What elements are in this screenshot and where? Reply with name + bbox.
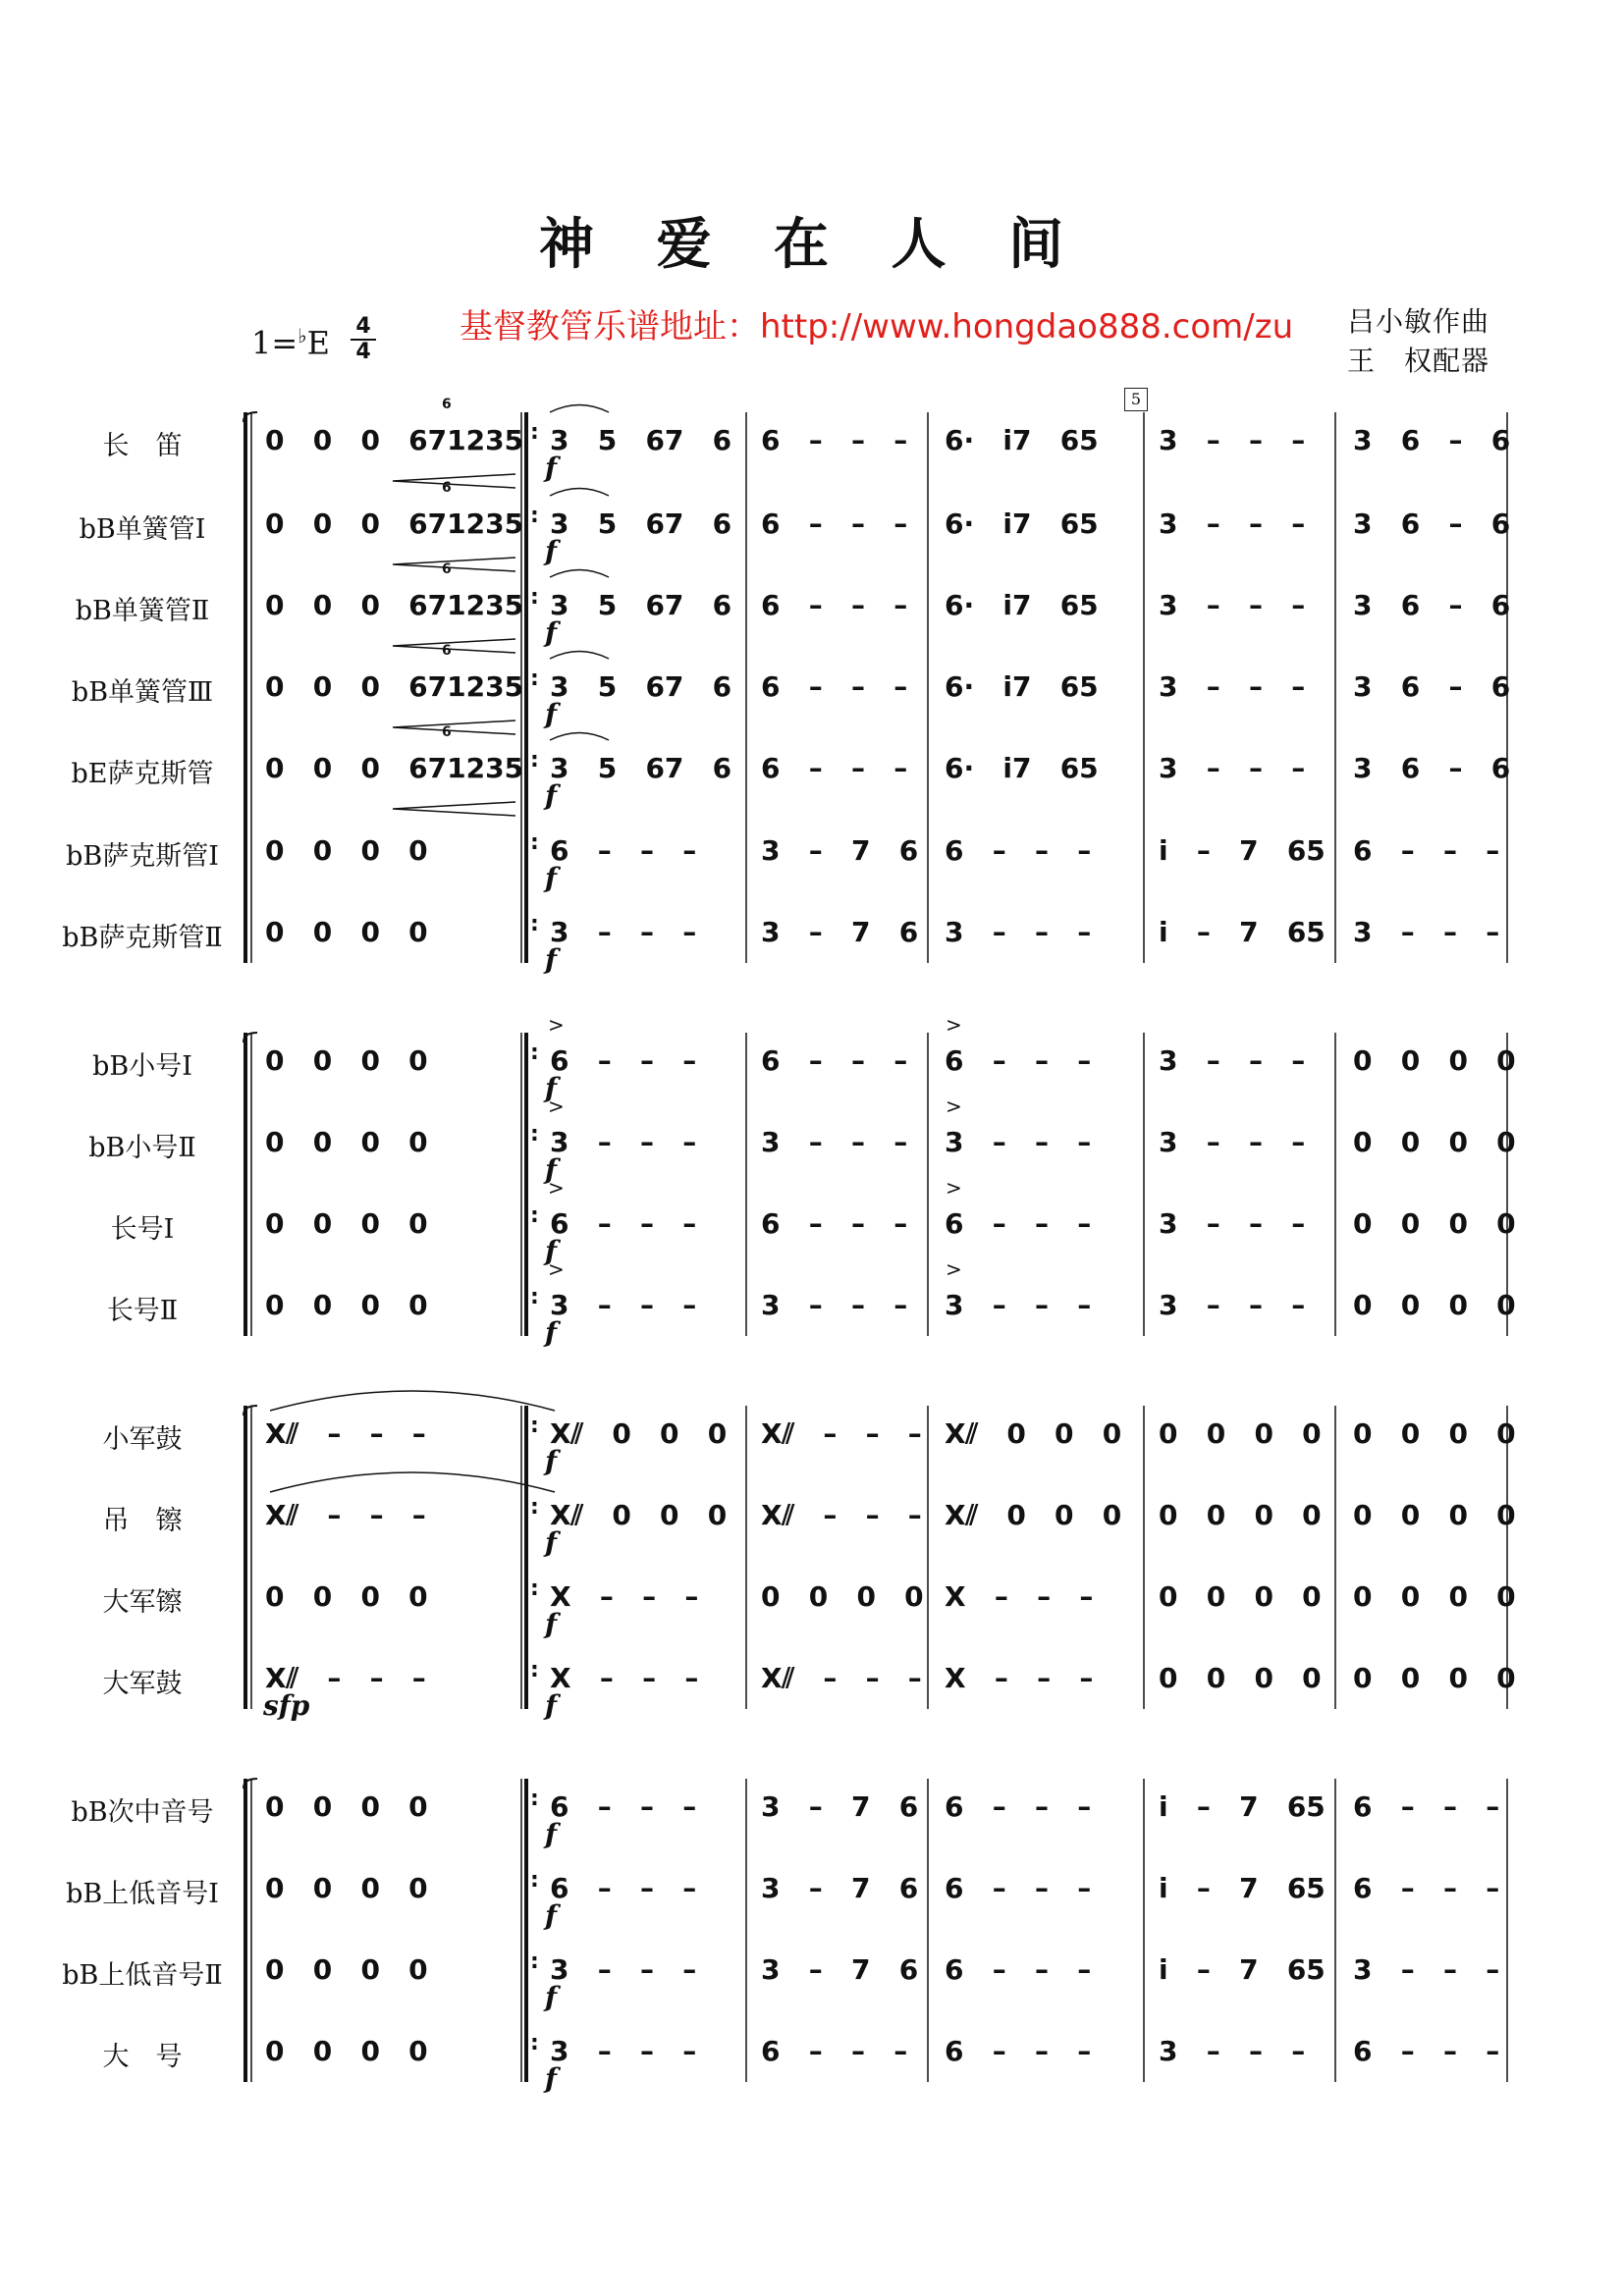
crescendo-hairpin — [393, 474, 515, 488]
measure-notes: 6 – – – — [550, 1044, 697, 1077]
instrument-label: 大 号 — [102, 2042, 183, 2072]
measure-notes: i – 7 65 — [1159, 1953, 1326, 1986]
crescendo-hairpin — [393, 802, 515, 816]
measure-notes: 3 – – – — [945, 1289, 1092, 1321]
measure-notes: 6· i7 65 — [945, 424, 1099, 456]
instrument-label: bB单簧管Ⅲ — [71, 677, 214, 708]
measure-notes: 3 6 – 6 — [1353, 424, 1511, 456]
forte-marking: f — [545, 1981, 558, 2013]
repeat-dots: : — [530, 1041, 539, 1065]
instrument-label: 大军鼓 — [102, 1669, 183, 1699]
accent-mark: > — [548, 1095, 565, 1118]
accent-mark: > — [548, 1013, 565, 1037]
forte-marking: f — [545, 1689, 558, 1722]
measure-notes: 0 0 0 0 — [1159, 1417, 1322, 1450]
measure-notes: 0 0 0 0 — [1353, 1289, 1516, 1321]
measure-notes: 3 – – – — [1159, 1044, 1306, 1077]
instrument-label: bB上低音号Ⅰ — [66, 1879, 219, 1909]
repeat-dots: : — [530, 504, 539, 528]
repeat-dots: : — [530, 830, 539, 855]
measure-notes: 0 0 0 0 — [265, 916, 428, 948]
key-note: E — [306, 324, 330, 362]
repeat-dots: : — [530, 1122, 539, 1147]
measure-notes: 6 – – – — [550, 1872, 697, 1904]
measure-notes: 6 – – – — [945, 834, 1092, 867]
slur — [550, 489, 609, 497]
instrument-label: bB单簧管Ⅰ — [79, 514, 206, 545]
instrument-label: 吊 镲 — [102, 1506, 183, 1536]
forte-marking: f — [545, 698, 558, 730]
measure-notes: 0 0 0 671235 — [265, 424, 524, 456]
crescendo-hairpin — [393, 721, 515, 734]
repeat-dots: : — [530, 1576, 539, 1601]
measure-notes: 3 – – – — [550, 1126, 697, 1158]
forte-marking: f — [545, 779, 558, 812]
measure-notes: 3 – 7 6 — [761, 834, 919, 867]
instrument-label: bB小号Ⅰ — [92, 1051, 192, 1082]
forte-marking: f — [545, 2062, 558, 2095]
measure-notes: 3 – – – — [1353, 916, 1500, 948]
measure-notes: X – – – — [945, 1580, 1094, 1613]
measure-notes: 3 – – – — [1159, 670, 1306, 703]
measure-notes: 6· i7 65 — [945, 507, 1099, 540]
measure-notes: 6 – – – — [761, 1207, 908, 1240]
measure-notes: 0 0 0 0 — [1353, 1499, 1516, 1531]
tuplet-number: 6 — [442, 480, 452, 496]
measure-notes: 0 0 0 0 — [1353, 1044, 1516, 1077]
accent-mark: > — [548, 1257, 565, 1281]
measure-notes: i – 7 65 — [1159, 1790, 1326, 1823]
forte-marking: f — [545, 1153, 558, 1186]
measure-notes: X – – – — [945, 1662, 1094, 1694]
measure-notes: 0 0 0 0 — [761, 1580, 924, 1613]
page-title: 神 爱 在 人 间 — [539, 212, 1085, 277]
measure-notes: 3 5 67 6 — [550, 507, 732, 540]
forte-marking: f — [545, 1316, 558, 1349]
forte-marking: f — [545, 943, 558, 976]
tuplet-number: 6 — [442, 724, 452, 740]
measure-notes: X⫽ – – – — [761, 1499, 922, 1531]
measure-notes: 0 0 0 0 — [265, 834, 428, 867]
measure-notes: 6 – – – — [761, 670, 908, 703]
measure-notes: 3 – – – — [945, 916, 1092, 948]
measure-notes: 6 – – – — [1353, 834, 1500, 867]
accent-mark: > — [946, 1095, 962, 1118]
forte-marking: f — [545, 1072, 558, 1104]
measure-notes: X⫽ – – – — [265, 1417, 426, 1450]
repeat-dots: : — [530, 2031, 539, 2056]
measure-notes: 3 – – – — [761, 1126, 908, 1158]
measure-notes: 3 – – – — [550, 916, 697, 948]
measure-notes: 3 – – – — [1159, 2035, 1306, 2067]
measure-notes: 0 0 0 0 — [265, 1790, 428, 1823]
measure-notes: X⫽ 0 0 0 — [550, 1417, 728, 1450]
tie — [270, 1472, 555, 1492]
measure-notes: 0 0 0 671235 — [265, 670, 524, 703]
measure-notes: X – – – — [550, 1662, 699, 1694]
crescendo-hairpin — [393, 639, 515, 653]
measure-notes: 6 – – – — [550, 834, 697, 867]
time-signature-top: 4 — [355, 314, 371, 339]
instrument-label: 小军鼓 — [102, 1424, 183, 1455]
measure-notes: X⫽ 0 0 0 — [945, 1417, 1122, 1450]
measure-notes: 6 – – – — [1353, 1872, 1500, 1904]
measure-notes: X⫽ 0 0 0 — [550, 1499, 728, 1531]
forte-marking: f — [545, 1526, 558, 1559]
flat-icon: ♭ — [298, 324, 307, 347]
repeat-dots: : — [530, 585, 539, 610]
measure-notes: 3 5 67 6 — [550, 670, 732, 703]
sfp-marking: sfp — [263, 1689, 310, 1722]
measure-notes: 0 0 0 671235 — [265, 507, 524, 540]
measure-notes: 0 0 0 0 — [1353, 1662, 1516, 1694]
measure-notes: X⫽ – – – — [761, 1662, 922, 1694]
repeat-dots: : — [530, 1658, 539, 1682]
measure-notes: 3 – – – — [1353, 1953, 1500, 1986]
measure-notes: 3 – 7 6 — [761, 1790, 919, 1823]
measure-notes: 3 – 7 6 — [761, 1953, 919, 1986]
measure-notes: 6 – – – — [945, 1207, 1092, 1240]
measure-notes: 6 – – – — [550, 1207, 697, 1240]
crescendo-hairpin — [393, 558, 515, 571]
key-prefix: 1= — [251, 324, 298, 362]
instrument-label: bB上低音号Ⅱ — [62, 1960, 223, 1991]
measure-notes: 3 – – – — [945, 1126, 1092, 1158]
measure-notes: 6 – – – — [945, 1872, 1092, 1904]
measure-notes: 0 0 0 0 — [1159, 1662, 1322, 1694]
forte-marking: f — [545, 1608, 558, 1640]
measure-notes: 0 0 0 0 — [265, 1580, 428, 1613]
measure-notes: 0 0 0 0 — [1159, 1580, 1322, 1613]
measure-notes: 3 6 – 6 — [1353, 589, 1511, 621]
measure-notes: X⫽ – – – — [265, 1662, 426, 1694]
measure-notes: 0 0 0 0 — [1353, 1126, 1516, 1158]
measure-notes: 0 0 0 0 — [265, 1126, 428, 1158]
time-signature-bottom: 4 — [355, 340, 371, 364]
rehearsal-mark: 5 — [1124, 388, 1148, 411]
accent-mark: > — [946, 1176, 962, 1200]
measure-notes: 6 – – – — [761, 424, 908, 456]
repeat-dots: : — [530, 1203, 539, 1228]
forte-marking: f — [545, 1818, 558, 1850]
instrument-label: bE萨克斯管 — [71, 759, 214, 789]
instrument-label: bB萨克斯管Ⅱ — [62, 923, 223, 953]
measure-notes: 0 0 0 0 — [265, 1953, 428, 1986]
measure-notes: 0 0 0 0 — [265, 1044, 428, 1077]
measure-notes: 0 0 0 0 — [1353, 1207, 1516, 1240]
repeat-dots: : — [530, 420, 539, 445]
measure-notes: 6 – – – — [761, 507, 908, 540]
measure-notes: 3 5 67 6 — [550, 589, 732, 621]
measure-notes: 0 0 0 0 — [1353, 1417, 1516, 1450]
repeat-dots: : — [530, 1868, 539, 1893]
repeat-dots: : — [530, 1949, 539, 1974]
measure-notes: 3 6 – 6 — [1353, 670, 1511, 703]
forte-marking: f — [545, 616, 558, 649]
measure-notes: 0 0 0 0 — [265, 1289, 428, 1321]
instrument-label: bB萨克斯管Ⅰ — [66, 841, 219, 872]
repeat-dots: : — [530, 1285, 539, 1309]
measure-notes: X⫽ – – – — [265, 1499, 426, 1531]
forte-marking: f — [545, 1235, 558, 1267]
measure-notes: i – 7 65 — [1159, 1872, 1326, 1904]
instrument-label: 长号Ⅱ — [106, 1296, 179, 1326]
instrument-label: 大军镲 — [102, 1587, 183, 1618]
measure-notes: 3 – – – — [1159, 1126, 1306, 1158]
measure-notes: 6 – – – — [761, 1044, 908, 1077]
measure-notes: 3 – – – — [1159, 1207, 1306, 1240]
measure-notes: 3 6 – 6 — [1353, 752, 1511, 784]
measure-notes: 6 – – – — [550, 1790, 697, 1823]
measure-notes: 3 – – – — [550, 1289, 697, 1321]
measure-notes: 0 0 0 671235 — [265, 589, 524, 621]
measure-notes: 0 0 0 0 — [265, 2035, 428, 2067]
repeat-dots: : — [530, 667, 539, 691]
measure-notes: 3 – – – — [550, 1953, 697, 1986]
tuplet-number: 6 — [442, 643, 452, 659]
measure-notes: i – 7 65 — [1159, 834, 1326, 867]
measure-notes: 6 – – – — [1353, 1790, 1500, 1823]
slur — [550, 733, 609, 741]
measure-notes: 0 0 0 0 — [1159, 1499, 1322, 1531]
tuplet-number: 6 — [442, 397, 452, 412]
measure-notes: 3 – – – — [1159, 507, 1306, 540]
measure-notes: 0 0 0 0 — [265, 1207, 428, 1240]
instrument-label: 长 笛 — [102, 431, 183, 461]
measure-notes: 3 – – – — [550, 2035, 697, 2067]
arranger-credit: 王 权配器 — [1347, 345, 1490, 377]
forte-marking: f — [545, 452, 558, 484]
repeat-dots: : — [530, 1495, 539, 1520]
measure-notes: 3 5 67 6 — [550, 424, 732, 456]
measure-notes: 0 0 0 0 — [265, 1872, 428, 1904]
measure-notes: 0 0 0 671235 — [265, 752, 524, 784]
slur — [550, 405, 609, 413]
slur — [550, 652, 609, 660]
measure-notes: 6 – – – — [945, 1953, 1092, 1986]
measure-notes: 3 – 7 6 — [761, 916, 919, 948]
tie — [270, 1391, 555, 1411]
measure-notes: 6· i7 65 — [945, 670, 1099, 703]
measure-notes: 6 – – – — [761, 2035, 908, 2067]
measure-notes: i – 7 65 — [1159, 916, 1326, 948]
composer-credit: 吕小敏作曲 — [1347, 305, 1490, 338]
measure-notes: 6 – – – — [761, 589, 908, 621]
measure-notes: 3 5 67 6 — [550, 752, 732, 784]
accent-mark: > — [548, 1176, 565, 1200]
instrument-label: bB单簧管Ⅱ — [75, 596, 210, 626]
measure-notes: X⫽ 0 0 0 — [945, 1499, 1122, 1531]
forte-marking: f — [545, 862, 558, 894]
measure-notes: 3 6 – 6 — [1353, 507, 1511, 540]
measure-notes: 6 – – – — [1353, 2035, 1500, 2067]
measure-notes: 3 – – – — [761, 1289, 908, 1321]
measure-notes: 3 – 7 6 — [761, 1872, 919, 1904]
tuplet-number: 6 — [442, 561, 452, 577]
measure-notes: X⫽ – – – — [761, 1417, 922, 1450]
slur — [550, 570, 609, 578]
measure-notes: 6 – – – — [945, 1790, 1092, 1823]
measure-notes: 3 – – – — [1159, 752, 1306, 784]
accent-mark: > — [946, 1013, 962, 1037]
forte-marking: f — [545, 535, 558, 567]
measure-notes: 3 – – – — [1159, 589, 1306, 621]
repeat-dots: : — [530, 912, 539, 936]
measure-notes: 3 – – – — [1159, 1289, 1306, 1321]
measure-notes: X – – – — [550, 1580, 699, 1613]
repeat-dots: : — [530, 748, 539, 773]
measure-notes: 6· i7 65 — [945, 752, 1099, 784]
accent-mark: > — [946, 1257, 962, 1281]
measure-notes: 6· i7 65 — [945, 589, 1099, 621]
repeat-dots: : — [530, 1414, 539, 1438]
measure-notes: 6 – – – — [945, 1044, 1092, 1077]
instrument-label: 长号Ⅰ — [110, 1214, 175, 1245]
measure-notes: 0 0 0 0 — [1353, 1580, 1516, 1613]
source-url-link[interactable]: 基督教管乐谱地址：http://www.hongdao888.com/zu — [460, 307, 1294, 347]
measure-notes: 6 – – – — [945, 2035, 1092, 2067]
instrument-label: bB次中音号 — [71, 1797, 214, 1828]
measure-notes: 3 – – – — [1159, 424, 1306, 456]
instrument-label: bB小号Ⅱ — [88, 1133, 196, 1163]
forte-marking: f — [545, 1899, 558, 1932]
repeat-dots: : — [530, 1787, 539, 1811]
forte-marking: f — [545, 1445, 558, 1477]
measure-notes: 6 – – – — [761, 752, 908, 784]
